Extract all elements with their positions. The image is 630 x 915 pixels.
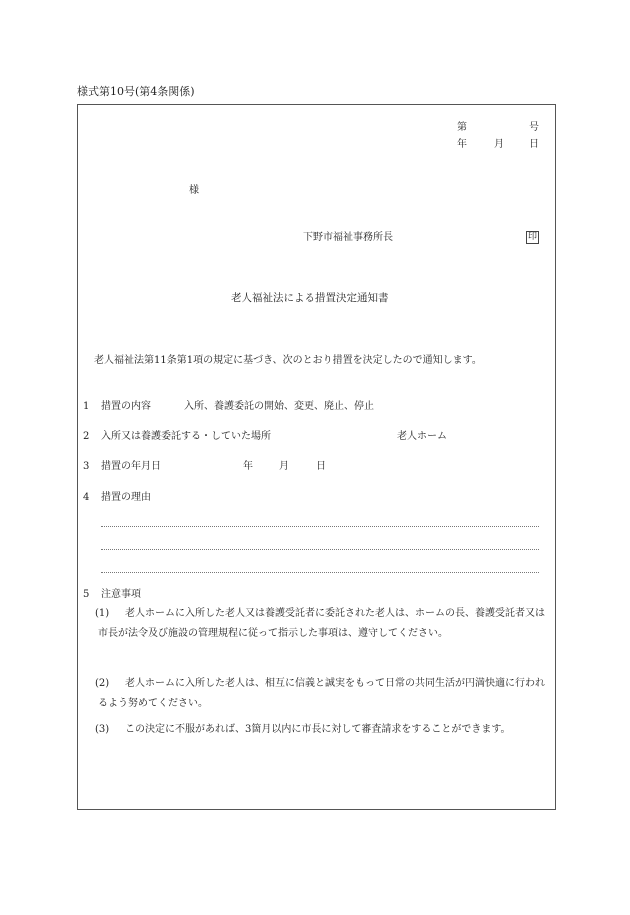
note-1-text: 老人ホームに入所した老人又は養護受託者に委託された老人は、ホームの長、養護受託者又は市長が法令及び施設の管理規程に従って指示した事項は、遵守してください。: [98, 608, 545, 639]
reason-line-3: [101, 572, 539, 573]
item-3-year: 年: [243, 461, 253, 472]
document-title: 老人福祉法による措置決定通知書: [231, 292, 389, 304]
notes-heading: 注意事項: [101, 589, 141, 600]
item-1-label: 措置の内容: [101, 401, 151, 412]
seal-mark: 印: [527, 232, 537, 242]
issuer-name: 下野市福祉事務所長: [303, 232, 393, 243]
item-2-label: 入所又は養護委託する・していた場所: [101, 431, 271, 442]
note-3-text: この決定に不服があれば、3箇月以内に市長に対して審査請求をすることができます。: [125, 724, 511, 735]
note-2-text: 老人ホームに入所した老人は、相互に信義と誠実をもって日常の共同生活が円満快適に行われるよう努めてください。: [98, 678, 545, 709]
item-4-label: 措置の理由: [101, 492, 151, 503]
date-month: 月: [494, 139, 504, 150]
notes-heading-num: 5: [83, 589, 90, 600]
note-1-num: (1): [95, 608, 110, 619]
item-3-num: 3: [83, 461, 90, 472]
form-label: 様式第10号(第4条関係): [77, 85, 195, 98]
date-year: 年: [457, 139, 467, 150]
date-day: 日: [529, 139, 539, 150]
item-3-day: 日: [316, 461, 326, 472]
note-3-num: (3): [95, 724, 110, 735]
item-2-value: 老人ホーム: [397, 431, 447, 442]
item-1-value: 入所、養護委託の開始、変更、廃止、停止: [184, 401, 374, 412]
note-2-num: (2): [95, 678, 110, 689]
item-2-num: 2: [83, 431, 90, 442]
addressee-suffix: 様: [189, 185, 199, 196]
item-1-num: 1: [83, 401, 90, 412]
item-3-month: 月: [279, 461, 289, 472]
reason-line-2: [101, 549, 539, 550]
number-prefix: 第: [457, 122, 467, 133]
number-suffix: 号: [529, 122, 539, 133]
intro-text: 老人福祉法第11条第1項の規定に基づき、次のとおり措置を決定したので通知します。: [94, 355, 482, 366]
item-4-num: 4: [83, 492, 90, 503]
reason-line-1: [101, 526, 539, 527]
item-3-label: 措置の年月日: [101, 461, 161, 472]
